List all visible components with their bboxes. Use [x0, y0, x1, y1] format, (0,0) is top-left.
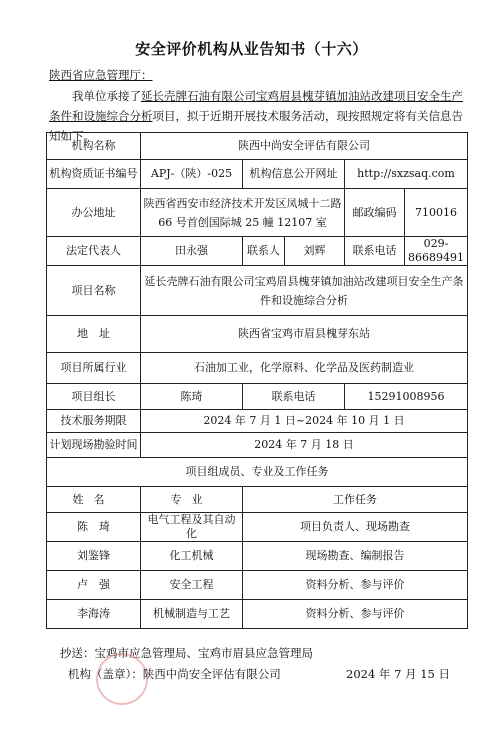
row-org-name	[47, 133, 468, 160]
org-name-value: 陕西中尚安全评估有限公司	[141, 133, 468, 160]
leader-phone-label: 联系电话	[243, 384, 345, 410]
phone-label: 联系电话	[345, 237, 405, 266]
project-label: 项目名称	[47, 266, 141, 316]
row-team-columns	[47, 487, 468, 513]
cc-line: 抄送：宝鸡市应急管理局、宝鸡市眉县应急管理局	[60, 646, 313, 660]
row-leader	[47, 384, 468, 410]
member-major: 安全工程	[141, 571, 243, 600]
member-name: 陈 琦	[47, 513, 141, 542]
team-col-task: 工作任务	[243, 487, 468, 513]
issue-date: 2024 年 7 月 15 日	[346, 667, 450, 681]
table-row	[47, 600, 468, 629]
row-industry	[47, 353, 468, 384]
intro-prefix: 我单位承接了	[72, 89, 141, 103]
row-visit	[47, 433, 468, 458]
project-name-value: 延长壳牌石油有限公司宝鸡眉县槐芽镇加油站改建项目安全生产条件和设施综合分析	[141, 266, 468, 316]
industry-label: 项目所属行业	[47, 353, 141, 384]
member-name: 刘鉴锋	[47, 542, 141, 571]
table-row	[47, 542, 468, 571]
member-task: 项目负责人、现场勘查	[243, 513, 468, 542]
row-site	[47, 316, 468, 353]
leader-value: 陈琦	[141, 384, 243, 410]
phone-value: 029-86689491	[405, 237, 468, 266]
member-major: 化工机械	[141, 542, 243, 571]
website-value: http://sxzsaq.com	[345, 160, 468, 189]
member-name: 李海涛	[47, 600, 141, 629]
contact-value: 刘辉	[285, 237, 345, 266]
legal-rep-label: 法定代表人	[47, 237, 141, 266]
leader-phone-value: 15291008956	[345, 384, 468, 410]
contact-label: 联系人	[243, 237, 285, 266]
intro-project-name: 延长壳牌石油有限公司宝鸡眉县槐芽镇加油站改建项目安全生产条件和设施综合分析	[49, 89, 463, 123]
row-cert	[47, 160, 468, 189]
row-legal-rep	[47, 237, 468, 266]
member-task: 现场勘查、编制报告	[243, 542, 468, 571]
intro-suffix: 项目，拟于近期开展技术服务活动，现按照规定将有关信息告知如下。	[49, 109, 463, 143]
row-address	[47, 189, 468, 237]
site-value: 陕西省宝鸡市眉县槐芽东站	[141, 316, 468, 353]
table-row	[47, 513, 468, 542]
cert-label: 机构资质证书编号	[47, 160, 141, 189]
member-major: 电气工程及其自动化	[141, 513, 243, 542]
issuing-org: 机构（盖章）：陕西中尚安全评估有限公司	[68, 667, 281, 681]
postcode-value: 710016	[405, 189, 468, 237]
row-team-header	[47, 458, 468, 487]
period-label: 技术服务期限	[47, 410, 141, 433]
row-period	[47, 410, 468, 433]
period-value: 2024 年 7 月 1 日~2024 年 10 月 1 日	[141, 410, 468, 433]
team-section-header: 项目组成员、专业及工作任务	[47, 458, 468, 487]
table-row	[47, 571, 468, 600]
website-label: 机构信息公开网址	[243, 160, 345, 189]
notice-form-table	[46, 132, 468, 629]
visit-label: 计划现场勘验时间	[47, 433, 141, 458]
cert-value: APJ-（陕）-025	[141, 160, 243, 189]
org-name-label: 机构名称	[47, 133, 141, 160]
addressee: 陕西省应急管理厅：	[49, 68, 153, 82]
postcode-label: 邮政编码	[345, 189, 405, 237]
site-label: 地 址	[47, 316, 141, 353]
team-col-name: 姓名	[47, 487, 141, 513]
member-task: 资料分析、参与评价	[243, 600, 468, 629]
visit-value: 2024 年 7 月 18 日	[141, 433, 468, 458]
address-value: 陕西省西安市经济技术开发区凤城十二路 66 号首创国际城 25 幢 12107 室	[141, 189, 345, 237]
member-major: 机械制造与工艺	[141, 600, 243, 629]
legal-rep-value: 田永强	[141, 237, 243, 266]
member-name: 卢 强	[47, 571, 141, 600]
leader-label: 项目组长	[47, 384, 141, 410]
industry-value: 石油加工业，化学原料、化学品及医药制造业	[141, 353, 468, 384]
row-project-name	[47, 266, 468, 316]
address-label: 办公地址	[47, 189, 141, 237]
team-col-major: 专业	[141, 487, 243, 513]
document-title: 安全评价机构从业告知书（十六）	[135, 40, 368, 58]
member-task: 资料分析、参与评价	[243, 571, 468, 600]
